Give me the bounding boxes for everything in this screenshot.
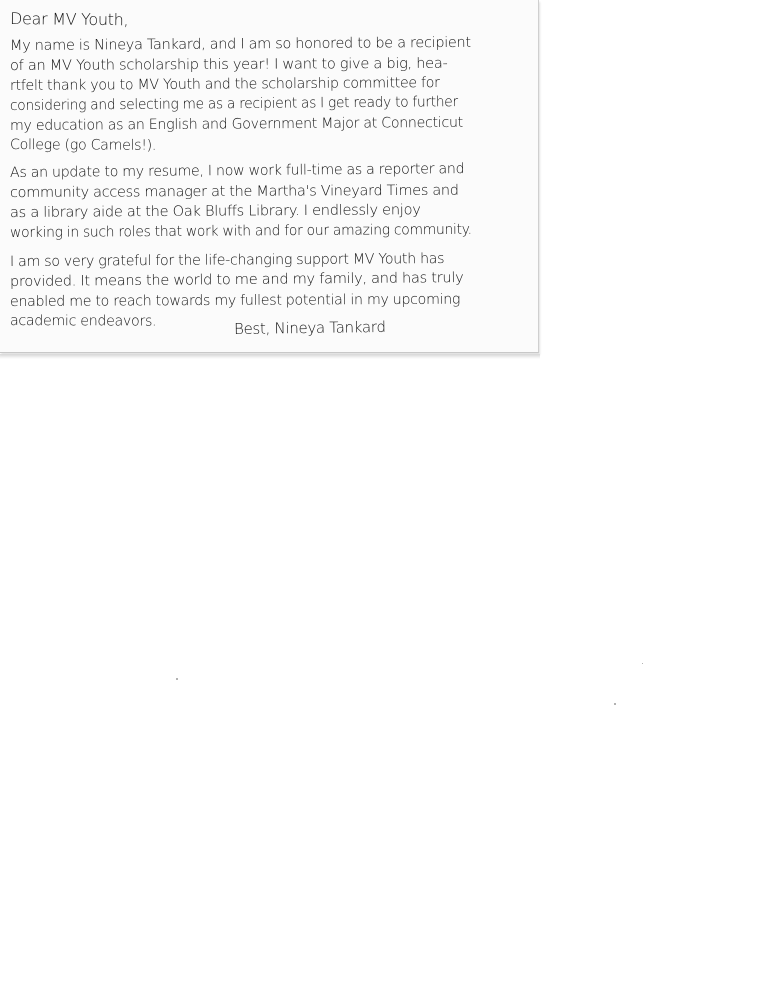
scan-speck: [176, 678, 178, 680]
thank-you-card: [0, 0, 539, 353]
card-edge-shadow: [0, 354, 540, 359]
scan-speck: [642, 663, 643, 664]
paragraph-2-line-2: community access manager at the Martha's Vineyard Times and: [9, 182, 459, 201]
paragraph-1-line-6: College (go Camels!).: [9, 137, 157, 154]
paragraph-1-line-4: considering and selecting me as a recipient as I get ready to further: [9, 94, 458, 114]
paragraph-2-line-1: As an update to my resume, I now work full-time as a reporter and: [9, 161, 465, 181]
paragraph-1-line-2: of an MV Youth scholarship this year! I want to give a big, hea-: [9, 55, 448, 74]
paragraph-1-line-3: rtfelt thank you to MV Youth and the scholarship committee for: [9, 75, 440, 94]
paragraph-3-line-4: academic endeavors.: [9, 313, 157, 330]
paragraph-1-line-1: My name is Nineya Tankard, and I am so honored to be a recipient: [9, 34, 471, 54]
paragraph-3-line-2: provided. It means the world to me and my family, and has truly: [9, 270, 464, 290]
scan-speck: [614, 703, 616, 705]
paragraph-3-line-3: enabled me to reach towards my fullest potential in my upcoming: [9, 291, 461, 310]
letter-greeting: Dear MV Youth,: [9, 9, 129, 30]
paragraph-3-line-1: I am so very grateful for the life-changing support MV Youth has: [9, 250, 445, 270]
paragraph-2-line-4: working in such roles that work with and for our amazing community.: [9, 221, 472, 241]
paragraph-1-line-5: my education as an English and Government Major at Connecticut: [9, 114, 463, 134]
letter-signature: Best, Nineya Tankard: [233, 317, 386, 338]
paragraph-2-line-3: as a library aide at the Oak Bluffs Library. I endlessly enjoy: [9, 202, 421, 221]
